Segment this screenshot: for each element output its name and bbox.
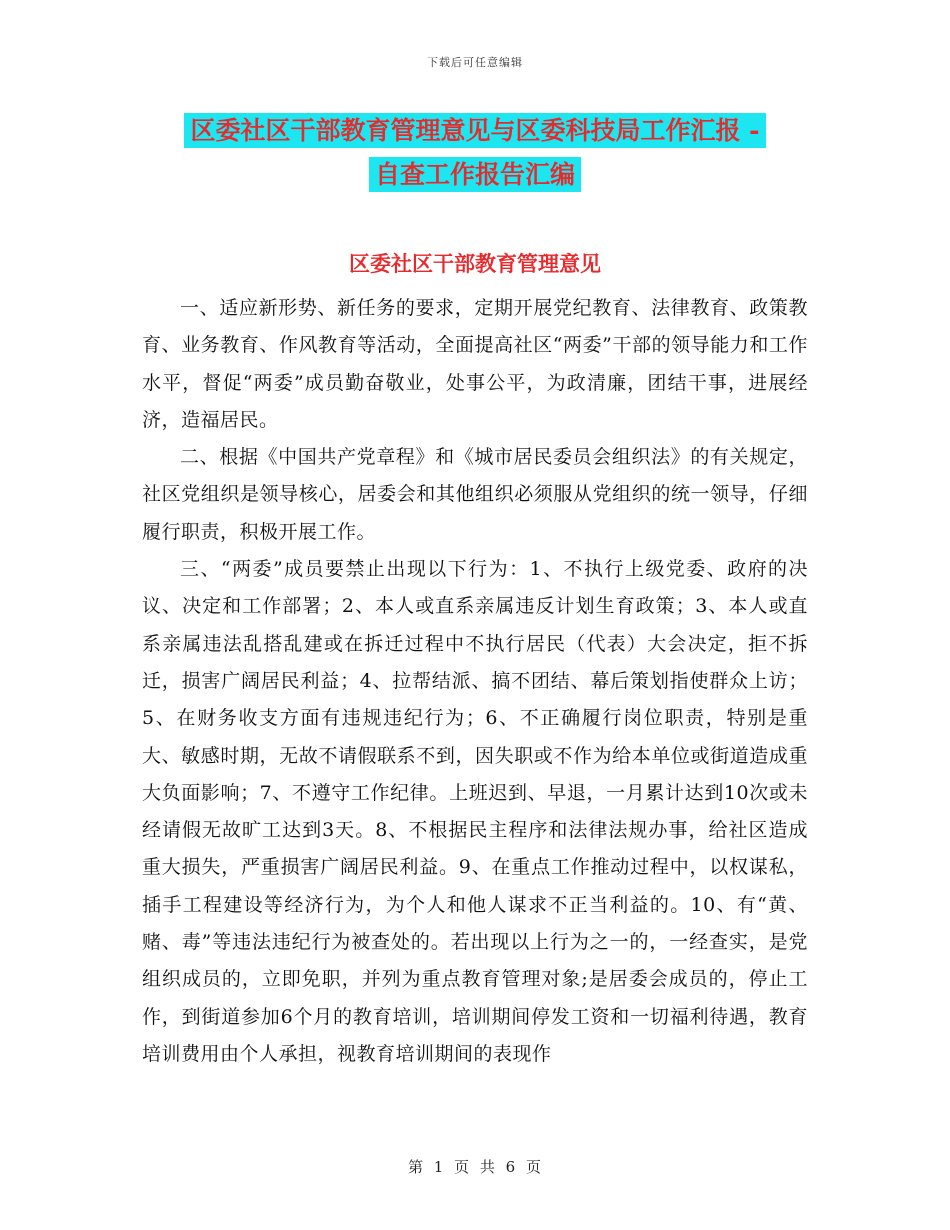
paragraph-3: 三、“两委”成员要禁止出现以下行为：1、不执行上级党委、政府的决议、决定和工作部署；2、本人或直系亲属违反计划生育政策；3、本人或直系亲属违法乱搭乱建或在拆迁过程中不执行居民（代表）大会决定，拒不拆迁，损害广阔居民利益；4、拉帮结派、搞不团结、幕后策划指使群众上访；5、在财务收支方面有违规违纪行为；6、不正确履行岗位职责，特别是重大、敏感时期，无故不请假联系不到，因失职或不作为给本单位或街道造成重大负面影响；7、不遵守工作纪律。上班迟到、早退，一月累计达到10次或未经请假无故旷工达到3天。8、不根据民主程序和法律法规办事，给社区造成重大损失，严重损害广阔居民利益。9、在重点工作推动过程中，以权谋私，插手工程建设等经济行为，为个人和他人谋求不正当利益的。10、有“黄、赌、毒”等违法违纪行为被查处的。若出现以上行为之一的，一经查实，是党组织成员的，立即免职，并列为重点教育管理对象;是居委会成员的，停止工作，到街道参加6个月的教育培训，培训期间停发工资和一切福利待遇，教育培训费用由个人承担，视教育培训期间的表现作 <box>142 558 808 1065</box>
paragraph-2: 二、根据《中国共产党章程》和《城市居民委员会组织法》的有关规定，社区党组织是领导核心，居委会和其他组织必须服从党组织的统一领导，仔细履行职责，积极开展工作。 <box>142 446 808 543</box>
document-title-line-2 <box>0 156 950 194</box>
page-number-footer: 第 1 页 共 6 页 <box>408 1158 542 1176</box>
paragraph-1: 一、适应新形势、新任务的要求，定期开展党纪教育、法律教育、政策教育、业务教育、作风教育等活动，全面提高社区“两委”干部的领导能力和工作水平，督促“两委”成员勤奋敬业，处事公平，为政清廉，团结干事，进展经济，造福居民。 <box>142 297 808 431</box>
page-header-note: 下载后可任意编辑 <box>427 56 523 69</box>
document-title-line-1 <box>0 112 950 150</box>
document-title-text-2: 自查工作报告汇编 <box>369 157 581 192</box>
section-heading: 区委社区干部教育管理意见 <box>349 251 601 276</box>
document-title-text-1: 区委社区干部教育管理意见与区委科技局工作汇报 - <box>184 113 765 148</box>
document-body <box>142 290 808 1073</box>
